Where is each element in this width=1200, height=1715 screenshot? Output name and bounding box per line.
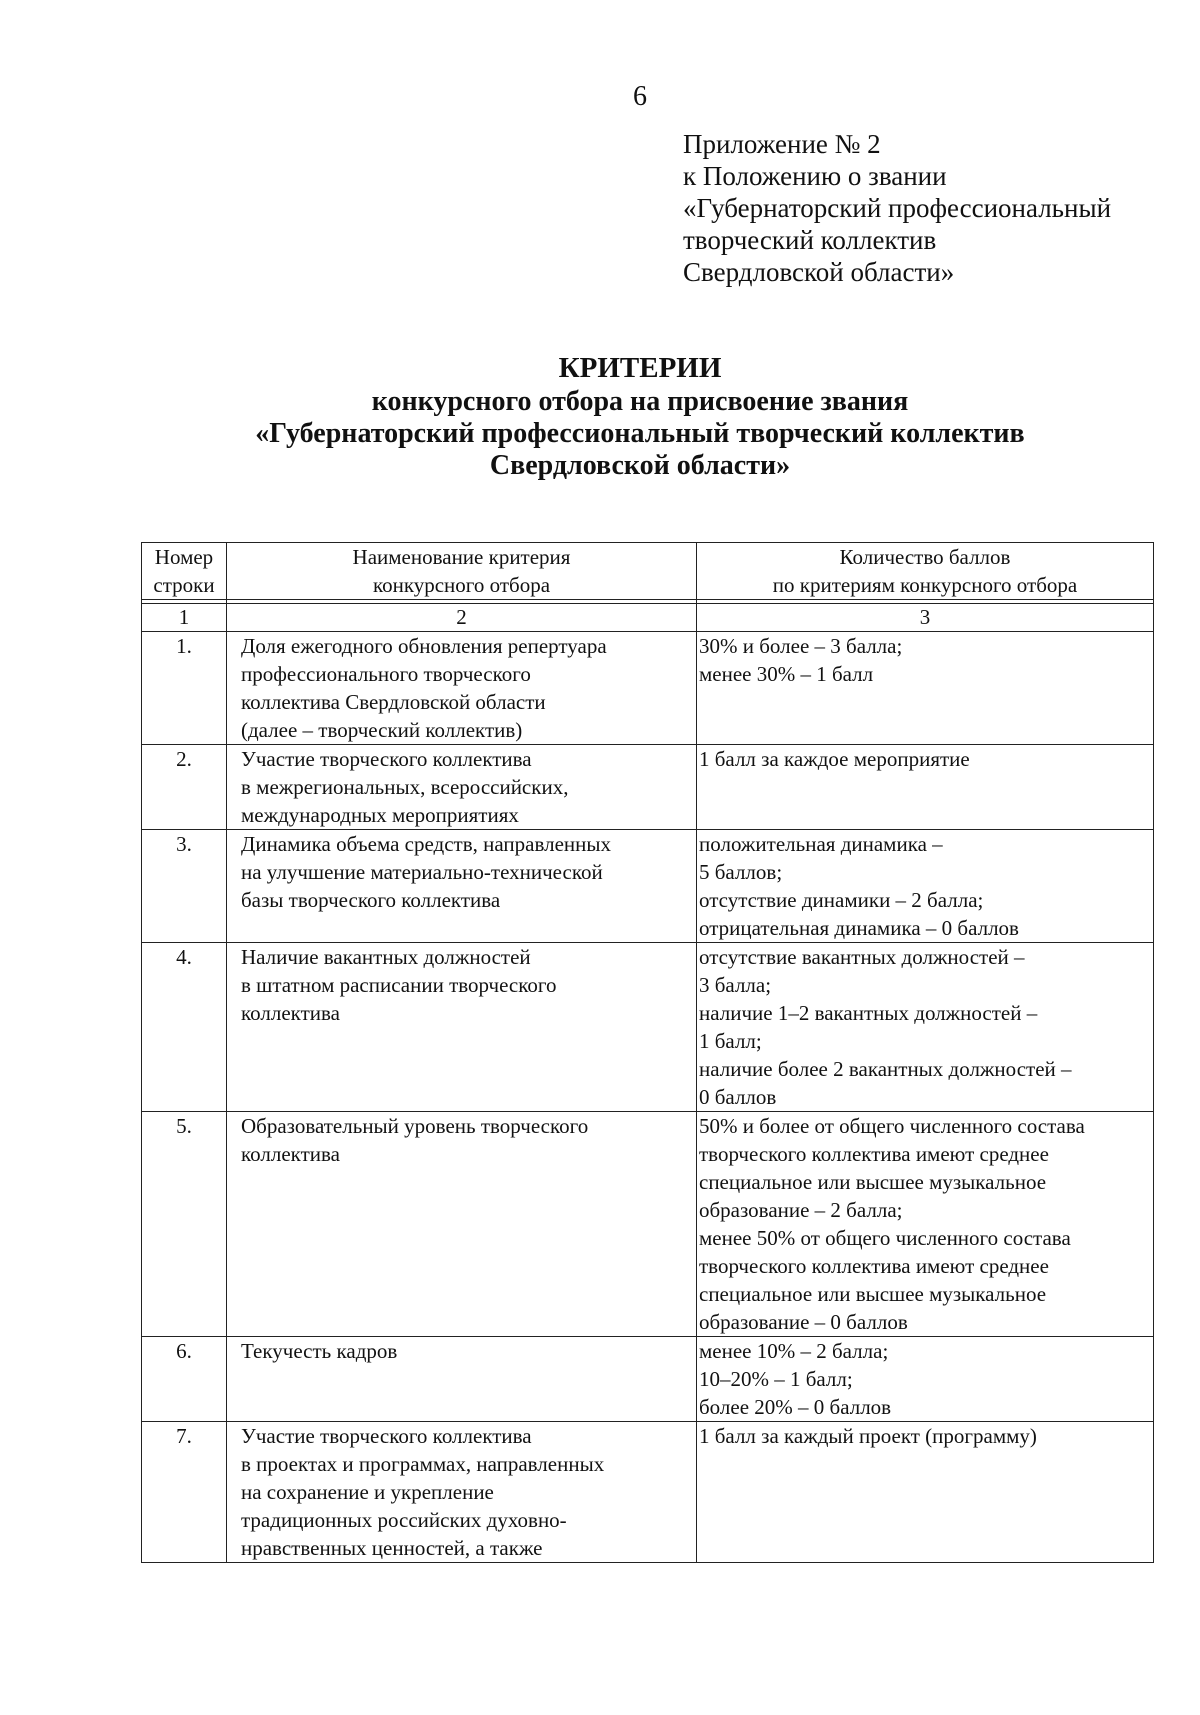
points-line: 10–20% – 1 балл; [699,1367,853,1391]
row-number: 3. [142,830,227,943]
criterion-line: (далее – творческий коллектив) [241,718,523,742]
column-number: 2 [227,604,697,632]
points-line: творческого коллектива имеют среднее [699,1142,1049,1166]
criterion-cell [227,943,697,1112]
criterion-line: традиционных российских духовно- [241,1508,567,1532]
appendix-line: творческий коллектив [683,225,937,255]
points-line: 1 балл за каждое мероприятие [699,747,970,771]
heading-line: «Губернаторский профессиональный творческий коллектив [255,418,1025,449]
points-line: 1 балл за каждый проект (программу) [699,1424,1037,1448]
criterion-line: Динамика объема средств, направленных [241,832,611,856]
criterion-line: в штатном расписании творческого [241,973,557,997]
header-text: по критериям конкурсного отбора [772,573,1078,597]
header-text: Количество баллов [839,545,1011,569]
points-cell [697,1112,1154,1337]
column-number: 1 [142,604,227,632]
points-cell [697,632,1154,745]
criterion-cell [227,1337,697,1422]
criterion-line: коллектива Свердловской области [241,690,546,714]
table-row [142,1112,1154,1337]
points-line: специальное или высшее музыкальное [699,1282,1047,1306]
points-line: наличие 1–2 вакантных должностей – [699,1001,1038,1025]
row-number: 1. [142,632,227,745]
column-number-row [142,604,1154,632]
points-line: 50% и более от общего численного состава [699,1114,1085,1138]
points-line: 3 балла; [699,973,772,997]
criterion-line: коллектива [241,1142,340,1166]
points-line: менее 10% – 2 балла; [699,1339,889,1363]
header-text: Номер [154,545,214,569]
points-cell [697,745,1154,830]
points-line: менее 50% от общего численного состава [699,1226,1071,1250]
points-line: положительная динамика – [699,832,943,856]
points-line: отрицательная динамика – 0 баллов [699,916,1019,940]
criterion-cell [227,1112,697,1337]
points-line: образование – 0 баллов [699,1310,908,1334]
table-row [142,632,1154,745]
row-number: 4. [142,943,227,1112]
criterion-line: Участие творческого коллектива [241,1424,532,1448]
criterion-cell [227,830,697,943]
criterion-cell [227,632,697,745]
heading-line: Свердловской области» [489,450,791,481]
heading-line: конкурсного отбора на присвоение звания [371,386,909,417]
appendix-line: Приложение № 2 [683,129,881,159]
row-number: 5. [142,1112,227,1337]
table-row [142,745,1154,830]
points-line: более 20% – 0 баллов [699,1395,892,1419]
points-line: образование – 2 балла; [699,1198,903,1222]
points-line: 5 баллов; [699,860,783,884]
table-row [142,943,1154,1112]
points-line: 30% и более – 3 балла; [699,634,903,658]
criterion-line: Доля ежегодного обновления репертуара [241,634,607,658]
table-row [142,1422,1154,1563]
points-line: наличие более 2 вакантных должностей – [699,1057,1072,1081]
header-text: конкурсного отбора [372,573,551,597]
criterion-line: коллектива [241,1001,340,1025]
row-number: 7. [142,1422,227,1563]
points-line: 0 баллов [699,1085,777,1109]
points-line: 1 балл; [699,1029,762,1053]
criterion-line: базы творческого коллектива [241,888,501,912]
criterion-line: Образовательный уровень творческого [241,1114,589,1138]
document-title: КРИТЕРИИ [558,352,722,384]
points-line: менее 30% – 1 балл [699,662,874,686]
points-line: отсутствие динамики – 2 балла; [699,888,984,912]
criterion-line: Наличие вакантных должностей [241,945,531,969]
criterion-line: в межрегиональных, всероссийских, [241,775,569,799]
table-row [142,830,1154,943]
row-number: 2. [142,745,227,830]
points-cell [697,1337,1154,1422]
table-row [142,1337,1154,1422]
criterion-line: Текучесть кадров [241,1339,398,1363]
points-line: отсутствие вакантных должностей – [699,945,1025,969]
header-criterion [227,543,697,600]
criterion-cell [227,1422,697,1563]
document-heading [130,352,1150,482]
criterion-line: профессионального творческого [241,662,531,686]
criterion-line: на сохранение и укрепление [241,1480,494,1504]
header-text: Наименование критерия [352,545,571,569]
points-cell [697,830,1154,943]
header-row-number [142,543,227,600]
row-number: 6. [142,1337,227,1422]
column-number: 3 [697,604,1154,632]
appendix-note [683,128,1111,288]
points-cell [697,943,1154,1112]
appendix-line: Свердловской области» [683,257,955,287]
criterion-line: Участие творческого коллектива [241,747,532,771]
page-number: 6 [633,81,647,112]
criterion-line: в проектах и программах, направленных [241,1452,605,1476]
criterion-cell [227,745,697,830]
points-cell [697,1422,1154,1563]
criterion-line: на улучшение материально-технической [241,860,603,884]
criterion-line: нравственных ценностей, а также [241,1536,543,1560]
criterion-line: международных мероприятиях [241,803,519,827]
points-line: творческого коллектива имеют среднее [699,1254,1049,1278]
appendix-line: к Положению о звании [683,161,947,191]
table-header-row [142,543,1154,600]
header-text: строки [153,573,215,597]
appendix-line: «Губернаторский профессиональный [683,193,1112,223]
points-line: специальное или высшее музыкальное [699,1170,1047,1194]
header-points [697,543,1154,600]
criteria-table [141,542,1154,1563]
